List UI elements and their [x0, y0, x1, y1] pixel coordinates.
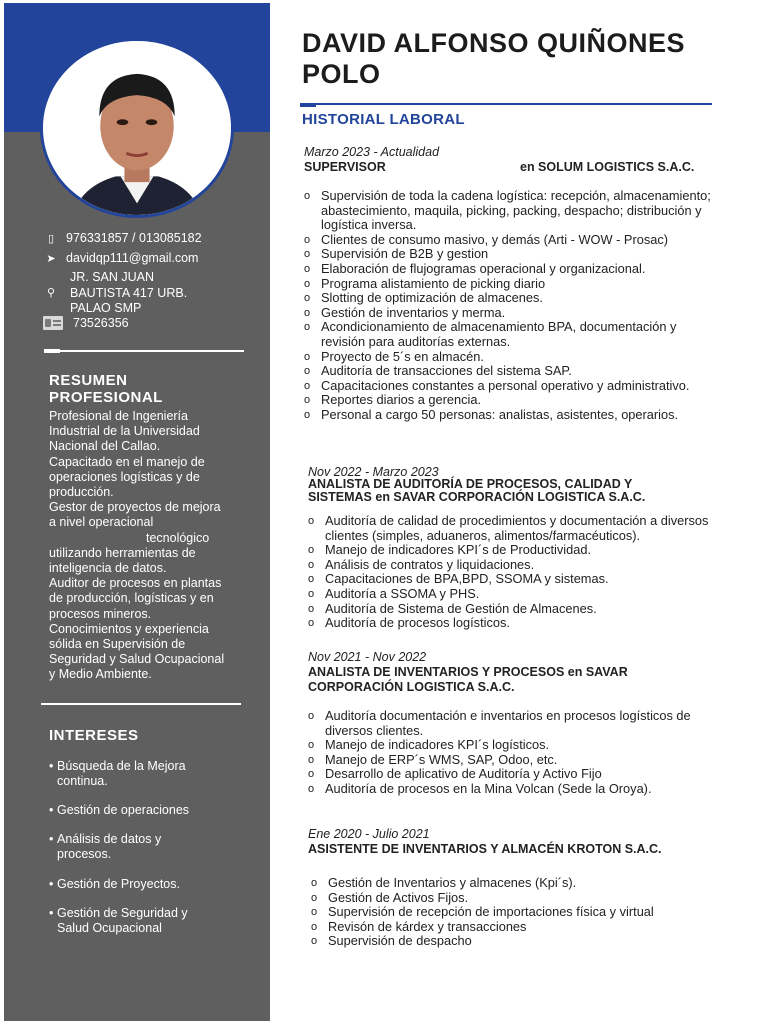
candidate-name-line-2: POLO [302, 59, 381, 89]
job-period: Marzo 2023 - Actualidad [304, 145, 440, 159]
job-bullet: o Auditoría de Sistema de Gestión de Almacenes. [308, 600, 597, 616]
phone-icon: ▯ [47, 233, 55, 245]
summary-line: Auditor de procesos en plantas [49, 576, 222, 591]
section-divider [300, 103, 712, 105]
address-line-3: PALAO SMP [70, 301, 142, 315]
job-bullet: o Capacitaciones constantes a personal operativo y administrativo. [304, 377, 690, 393]
summary-line: Seguridad y Salud Ocupacional [49, 652, 225, 667]
job-role: SUPERVISOR [304, 160, 386, 174]
summary-line: Industrial de la Universidad [49, 424, 200, 439]
job-bullet: o Gestión de Activos Fijos. [311, 889, 469, 905]
job-bullet: o Acondicionamiento de almacenamiento BPA, documentación y revisión para auditorías externas. [304, 319, 677, 349]
job-bullet: o Manejo de indicadores KPI´s logísticos. [308, 737, 550, 753]
job-bullet: o Manejo de indicadores KPI´s de Productividad. [308, 542, 592, 558]
interest-label: Gestión de Seguridad y Salud Ocupacional [57, 906, 188, 935]
interest-item: • Búsqueda de la Mejora continua. [49, 759, 249, 789]
address-line-2: BAUTISTA 417 URB. [70, 286, 188, 300]
job-bullet: o Personal a cargo 50 personas: analistas, asistentes, operarios. [304, 406, 679, 422]
interest-item: • Gestión de Proyectos. [49, 877, 249, 892]
job-role-line-1: ANALISTA DE INVENTARIOS Y PROCESOS en SAVAR [308, 665, 628, 679]
job-bullets [308, 709, 718, 797]
job-bullet: o Supervisión de toda la cadena logística: recepción, almacenamiento; abastecimiento, maquila, picking, packing, despacho; distribución y logística inversa. [304, 188, 711, 233]
job-bullets [311, 876, 711, 949]
job-period: Ene 2020 - Julio 2021 [308, 827, 430, 841]
job-bullet: o Reportes diarios a gerencia. [304, 392, 482, 408]
sidebar-divider-accent [44, 349, 60, 353]
job-bullets [308, 514, 718, 631]
summary-line: y Medio Ambiente. [49, 667, 152, 682]
job-bullet: o Supervisión de recepción de importaciones física y virtual [311, 904, 654, 920]
summary-line: Gestor de proyectos de mejora [49, 500, 221, 515]
interest-label: Gestión de Proyectos. [57, 877, 180, 891]
summary-line: utilizando herramientas de [49, 545, 196, 560]
job-bullet: o Manejo de ERP´s WMS, SAP, Odoo, etc. [308, 751, 558, 767]
job-bullet: o Proyecto de 5´s en almacén. [304, 348, 484, 364]
interest-label: Búsqueda de la Mejora continua. [57, 759, 186, 788]
interests-heading: INTERESES [49, 727, 139, 744]
summary-line: Nacional del Callao. [49, 439, 161, 454]
summary-line: Conocimientos y experiencia [49, 621, 209, 636]
job-bullet: o Auditoría de transacciones del sistema SAP. [304, 363, 572, 379]
candidate-name [302, 28, 732, 90]
job-bullet: o Auditoría de procesos logísticos. [308, 615, 510, 631]
job-bullet: o Slotting de optimización de almacenes. [304, 290, 543, 306]
summary-line: Profesional de Ingeniería [49, 409, 188, 423]
job-role-line-2: CORPORACIÓN LOGISTICA S.A.C. [308, 680, 515, 694]
job-period: Nov 2022 - Marzo 2023 [308, 465, 439, 479]
job-bullet: o Auditoría de calidad de procedimientos y documentación a diversos clientes (simples, aduaneros, alimentos/farmacéuticos). [308, 513, 709, 543]
email-address: davidqp111@gmail.com [66, 251, 199, 265]
summary-line: inteligencia de datos. [49, 561, 167, 576]
job-bullet: o Capacitaciones de BPA,BPD, SSOMA y sistemas. [308, 571, 609, 587]
job-role-line-2: SISTEMAS en SAVAR CORPORACIÓN LOGISTICA S.A.C. [308, 490, 646, 504]
job-period: Nov 2021 - Nov 2022 [308, 650, 427, 664]
candidate-name-line-1: DAVID ALFONSO QUIÑONES [302, 28, 686, 58]
job-role-line-1: ASISTENTE DE INVENTARIOS Y ALMACÉN KROTON S.A.C. [308, 842, 662, 856]
phone-number: 976331857 / 013085182 [66, 231, 202, 245]
sidebar-divider [44, 350, 244, 352]
summary-line: procesos mineros. [49, 606, 152, 621]
job-bullet: o Programa alistamiento de picking diario [304, 275, 546, 291]
send-icon: ➤ [46, 253, 56, 265]
job-bullet: o Desarrollo de aplicativo de Auditoría y Activo Fijo [308, 766, 602, 782]
job-bullet: o Gestión de inventarios y merma. [304, 304, 506, 320]
summary-line: operaciones logísticas y de [49, 469, 200, 484]
interest-label: Gestión de operaciones [57, 803, 190, 817]
job-bullet: o Auditoría a SSOMA y PHS. [308, 585, 480, 601]
interest-item: • Gestión de Seguridad y Salud Ocupacional [49, 906, 249, 936]
summary-text [49, 409, 239, 683]
job-company: en SOLUM LOGISTICS S.A.C. [520, 160, 695, 174]
summary-line: a nivel operacional [49, 515, 154, 530]
interest-item: • Gestión de operaciones [49, 803, 249, 818]
section-title: HISTORIAL LABORAL [302, 111, 465, 128]
job-bullet: o Elaboración de flujogramas operacional y organizacional. [304, 260, 646, 276]
job-bullet: o Clientes de consumo masivo, y demás (Arti - WOW - Prosac) [304, 231, 669, 247]
id-card-icon [43, 316, 63, 330]
job-bullet: o Gestión de Inventarios y almacenes (Kpi´s). [311, 875, 577, 890]
id-number: 73526356 [73, 316, 129, 330]
job-bullet: o Análisis de contratos y liquidaciones. [308, 556, 535, 572]
job-bullet: o Supervisión de B2B y gestion [304, 246, 489, 262]
job-bullet: o Supervisión de despacho [311, 933, 472, 949]
profile-photo [40, 38, 234, 218]
interest-label: Análisis de datos y procesos. [57, 832, 162, 861]
summary-line: sólida en Supervisión de [49, 637, 186, 652]
job-bullet: o Revisón de kárdex y transacciones [311, 918, 527, 934]
location-pin-icon: ⚲ [46, 287, 56, 299]
job-role-line-1: ANALISTA DE AUDITORÍA DE PROCESOS, CALIDAD Y [308, 477, 633, 491]
summary-heading-line-1: RESUMEN [49, 372, 128, 389]
summary-line: Capacitado en el manejo de [49, 454, 205, 469]
summary-line: producción. [49, 485, 114, 500]
sidebar-divider [41, 703, 241, 705]
summary-line: de producción, logísticas y en [49, 591, 214, 606]
profile-photo-image [43, 41, 231, 215]
summary-heading-line-2: PROFESIONAL [49, 389, 163, 406]
job-bullet: o Auditoría de procesos en la Mina Volcan (Sede la Oroya). [308, 780, 652, 796]
section-divider-accent [300, 103, 316, 107]
interest-item: • Análisis de datos y procesos. [49, 832, 249, 862]
job-bullets [304, 189, 714, 423]
summary-line: tecnológico [146, 530, 210, 545]
job-bullet: o Auditoría documentación e inventarios en procesos logísticos de diversos clientes. [308, 708, 691, 738]
address-line-1: JR. SAN JUAN [70, 270, 155, 284]
